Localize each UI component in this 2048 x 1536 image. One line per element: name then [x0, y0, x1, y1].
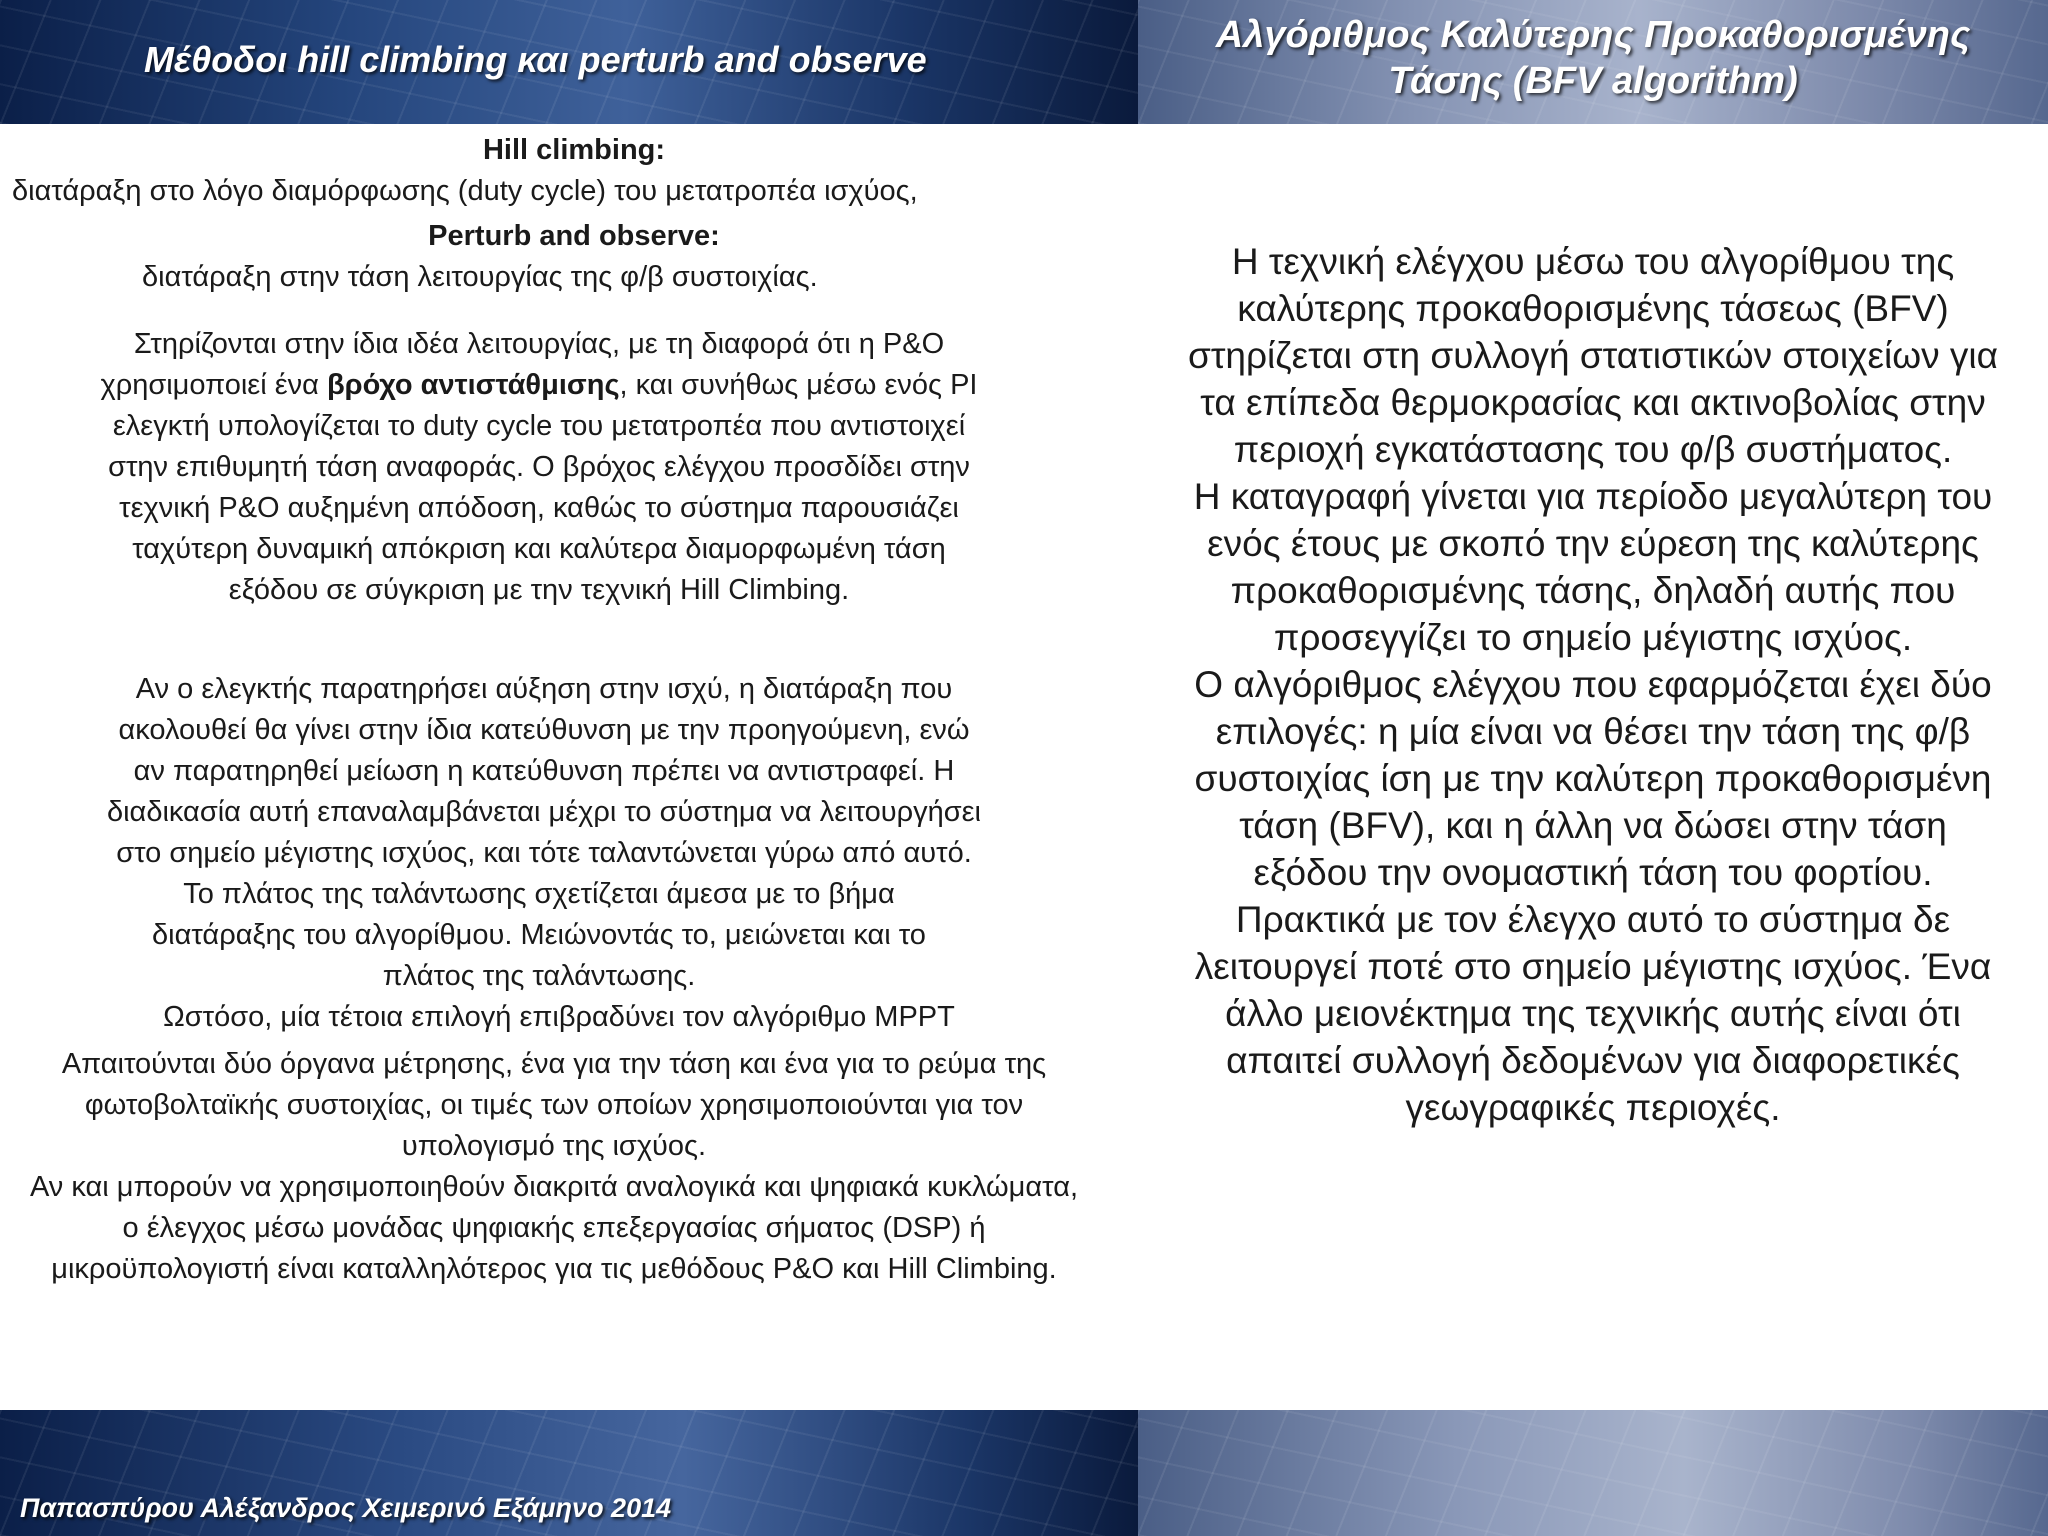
- comparison-paragraph: [19, 324, 1119, 611]
- bfv-recording-text: Η καταγραφή γίνεται για περίοδο μεγαλύτερη του ενός έτους με σκοπό την εύρεση της καλύτερης προκαθορισμένης τάσης, δηλαδή αυτής που προσεγγίζει το σημείο μέγιστης ισχύος.: [1193, 476, 1993, 658]
- measurement-instruments-text: Απαιτούνται δύο όργανα μέτρησης, ένα για την τάση και ένα για το ρεύμα της φωτοβολταϊκής συστοιχίας, οι τιμές των οποίων χρησιμοποιούνται για τον υπολογισμό της ισχύος.: [61, 1048, 1047, 1162]
- oscillation-amplitude-text: Το πλάτος της ταλάντωσης σχετίζεται άμεσα με το βήμα διατάραξης του αλγορίθμου. Μειώνοντάς το, μειώνεται και το πλάτος της ταλάντωσης.: [152, 878, 926, 992]
- comparison-text-start: Στηρίζονται στην ίδια ιδέα λειτουργίας, με τη διαφορά ότι η P&O χρησιμοποιεί ένα: [100, 328, 945, 401]
- left-footer-band: [0, 1410, 1138, 1536]
- author-footer: Παπασπύρου Αλέξανδρος Χειμερινό Εξάμηνο 2014: [20, 1493, 672, 1523]
- bfv-description-text: Η τεχνική ελέγχου μέσω του αλγορίθμου της καλύτερης προκαθορισμένης τάσεως (BFV) στηρίζεται στη συλλογή στατιστικών στοιχείων για τα επίπεδα θερμοκρασίας και ακτινοβολίας στην περιοχή εγκατάστασης του φ/β συστήματος.: [1187, 241, 1999, 470]
- left-header-band: [0, 0, 1138, 124]
- right-title-line-1: Αλγόριθμος Καλύτερης Προκαθορισμένης: [1215, 14, 1971, 56]
- right-header-band: [1138, 0, 2048, 124]
- operation-paragraphs: [19, 669, 1119, 1038]
- right-title-line-2: Τάσης (BFV algorithm): [1388, 60, 1798, 102]
- right-footer-band: [1138, 1410, 2048, 1536]
- right-slide-title: [1138, 12, 2048, 104]
- perturb-observe-text: διατάραξη στην τάση λειτουργίας της φ/β συστοιχίας.: [142, 261, 818, 293]
- mppt-slowdown-text: Ωστόσο, μία τέτοια επιλογή επιβραδύνει τον αλγόριθμο MPPT: [163, 1001, 955, 1033]
- perturb-observe-heading: Perturb and observe:: [428, 220, 720, 252]
- hill-climbing-text: διατάραξη στο λόγο διαμόρφωσης (duty cycle) του μετατροπέα ισχύος,: [12, 175, 918, 207]
- right-slide-body: [1138, 238, 2048, 1131]
- compensation-loop-term: βρόχο αντιστάθμισης: [326, 369, 620, 401]
- left-slide-body: [0, 130, 1138, 1290]
- left-slide-title: Μέθοδοι hill climbing και perturb and observe: [144, 39, 927, 80]
- bfv-control-options-text: Ο αλγόριθμος ελέγχου που εφαρμόζεται έχει δύο επιλογές: η μία είναι να θέσει την τάση της φ/β συστοιχίας ίση με την καλύτερη προκαθορισμένη τάση (BFV), και η άλλη να δώσει στην τάση εξόδου την ονομαστική τάση του φορτίου. Πρακτικά με τον έλεγχο αυτό το σύστημα δε λειτουργεί ποτέ στο σημείο μέγιστης ισχύος. Ένα άλλο μειονέκτημα της τεχνικής αυτής είναι ότι απαιτεί συλλογή δεδομένων για διαφορετικές γεωγραφικές περιοχές.: [1194, 664, 1992, 1128]
- right-slide: [1138, 0, 2048, 1536]
- comparison-text-end: , και συνήθως μέσω ενός PI ελεγκτή υπολογίζεται το duty cycle του μετατροπέα που αντιστοιχεί στην επιθυμητή τάση αναφοράς. Ο βρόχος ελέγχου προσδίδει στην τεχνική P&O αυξημένη απόδοση, καθώς το σύστημα παρουσιάζει ταχύτερη δυναμική απόκριση και καλύτερα διαμορφωμένη τάση εξόδου σε σύγκριση με την τεχνική Hill Climbing.: [108, 369, 978, 606]
- hardware-paragraphs: [19, 1044, 1119, 1290]
- perturbation-direction-text: Αν ο ελεγκτής παρατηρήσει αύξηση στην ισχύ, η διατάραξη που ακολουθεί θα γίνει στην ίδια κατεύθυνση με την προηγούμενη, ενώ αν παρατηρηθεί μείωση η κατεύθυνση πρέπει να αντιστραφεί. Η διαδικασία αυτή επαναλαμβάνεται μέχρι το σύστημα να λειτουργήσει στο σημείο μέγιστης ισχύος, και τότε ταλαντώνεται γύρω από αυτό.: [106, 673, 982, 869]
- hill-climbing-heading: Hill climbing:: [482, 134, 666, 166]
- implementation-circuits-text: Αν και μπορούν να χρησιμοποιηθούν διακριτά αναλογικά και ψηφιακά κυκλώματα, ο έλεγχος μέσω μονάδας ψηφιακής επεξεργασίας σήματος (DSP) ή μικροϋπολογιστή είναι καταλληλότερος για τις μεθόδους P&O και Hill Climbing.: [29, 1171, 1079, 1285]
